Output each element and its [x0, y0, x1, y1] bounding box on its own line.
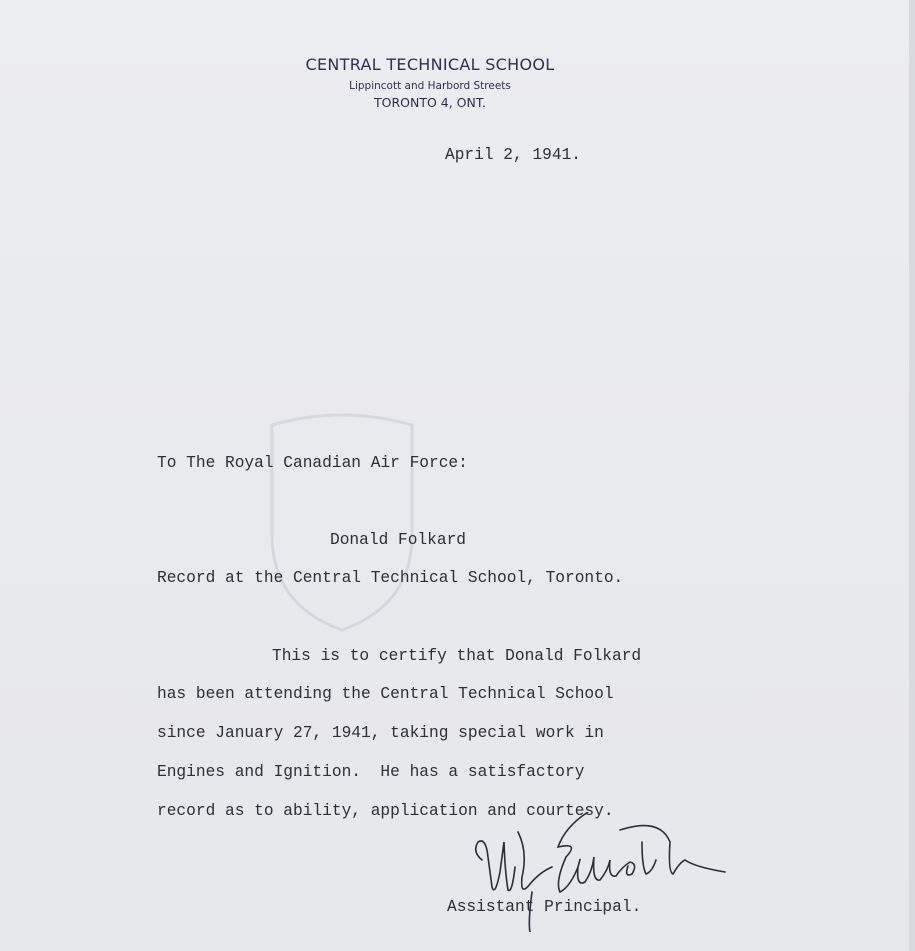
- letter-date: April 2, 1941.: [445, 146, 581, 164]
- body-line: record as to ability, application and courtesy.: [157, 802, 614, 820]
- watermark-crest: [262, 405, 422, 635]
- letterhead-street: Lippincott and Harbord Streets: [349, 80, 511, 92]
- salutation: To The Royal Canadian Air Force:: [157, 454, 468, 472]
- body-line: since January 27, 1941, taking special work in: [157, 724, 604, 742]
- signatory-title: Assistant Principal.: [447, 898, 642, 916]
- subject-name: Donald Folkard: [330, 531, 466, 549]
- letterhead-school-name: CENTRAL TECHNICAL SCHOOL: [305, 55, 555, 74]
- body-line: This is to certify that Donald Folkard: [272, 647, 642, 665]
- paper-edge: [909, 0, 915, 951]
- letterhead-city: TORONTO 4, ONT.: [373, 95, 486, 110]
- body-line: has been attending the Central Technical School: [157, 685, 614, 703]
- body-line: Engines and Ignition. He has a satisfactory: [157, 763, 585, 781]
- subject-line: Record at the Central Technical School, Toronto.: [157, 569, 624, 587]
